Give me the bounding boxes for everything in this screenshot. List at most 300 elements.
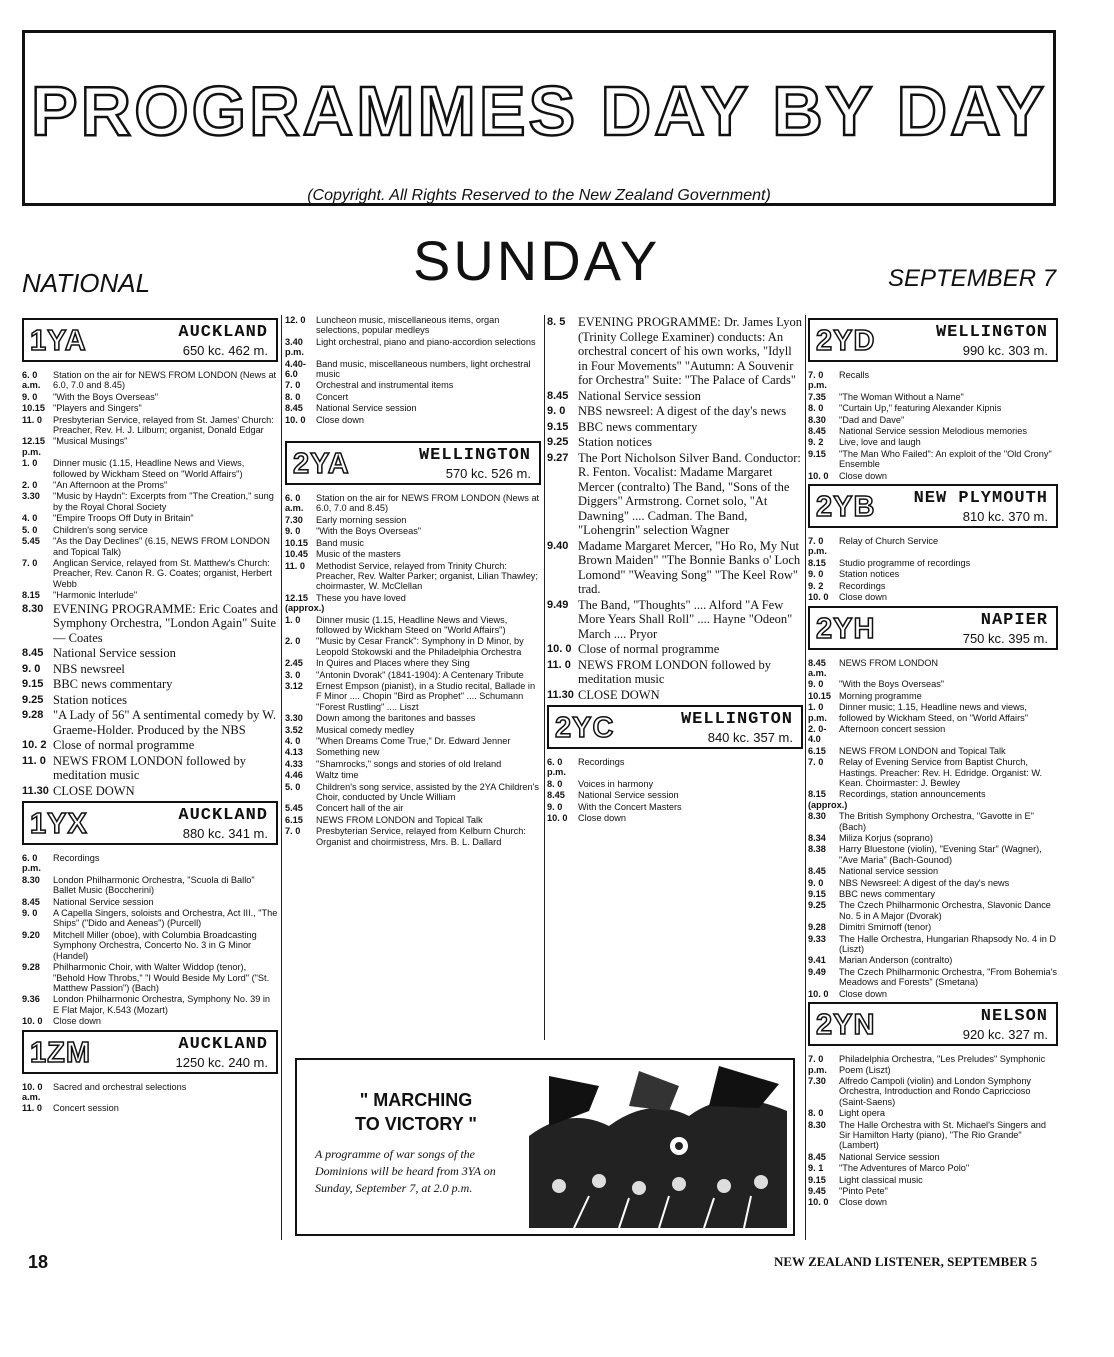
entry-description: Orchestral and instrumental items [316,380,454,391]
programme-entry [22,754,278,783]
entry-time: 8.15 (approx.) [808,789,848,810]
programme-entry [285,747,541,757]
programme-entry [22,853,278,874]
entry-description: "An Afternoon at the Proms" [53,480,168,491]
programme-entry [547,757,803,778]
programme-entry [808,1175,1058,1185]
entry-time: 4.40-6.0 [285,358,306,380]
column-rule [281,315,282,1240]
entry-description: BBC news commentary [839,889,935,900]
entry-description: Dinner music (1.15, Headline News and Views, followed by Wickham Steed on "World Affairs") [53,458,245,479]
programme-entry [547,389,803,404]
programme-entry [285,782,541,803]
entry-description: National Service session [316,403,417,414]
entry-time: 3.52 [285,724,303,735]
station-header-1zm [22,1030,278,1074]
entry-description: "The Man Who Failed": An exploit of the "Old Crony" Ensemble [839,448,1052,470]
schedule-2yb [808,536,1058,602]
column-2 [285,315,541,848]
callsign: 2YA [293,448,350,481]
entry-time: 10.15 [808,690,831,701]
entry-time: 7. 0 p.m. [808,536,827,557]
entry-description: Close down [839,470,888,481]
entry-time: 8. 5 [547,316,566,328]
entry-time: 5.45 [285,803,303,814]
entry-time: 8.45 [285,403,303,414]
entry-time: 9. 0 [808,679,824,690]
entry-time: 11.30 [547,688,574,701]
entry-time: 9.49 [547,598,569,611]
promo-title-line: TO VICTORY " [355,1114,477,1134]
entry-time: 9.25 [22,693,44,706]
entry-description: Children's song service [53,524,148,535]
programme-entry [808,592,1058,602]
entry-description: "A Lady of 56" A sentimental comedy by W. Graeme-Holder. Produced by the NBS [53,708,277,737]
entry-description: Marian Anderson (contralto) [839,955,953,966]
programme-entry [22,1103,278,1113]
station-header-2yh [808,606,1058,650]
callsign: 1ZM [30,1036,91,1069]
programme-entry [808,1054,1058,1075]
entry-description: Madame Margaret Mercer, "Ho Ro, My Nut Brown Maiden" "The Bonnie Banks o' Loch Lomond" "Weaving Song" "The Keel Row" trad. [578,538,801,596]
programme-entry [808,1163,1058,1173]
entry-time: 9.28 [808,922,826,933]
programme-entry [22,994,278,1015]
callsign: 1YX [30,808,88,841]
entry-time: 8.45 [808,426,826,437]
station-frequency: 570 kc. 526 m. [445,466,531,482]
programme-entry [285,670,541,680]
entry-description: Light orchestral, piano and piano-accordion selections [316,336,536,347]
schedule-2yn [808,1054,1058,1208]
station-city: NAPIER [980,610,1048,630]
entry-description: "Harmonic Interlude" [53,590,138,601]
programme-entry [22,370,278,391]
entry-time: 8. 0 [808,403,824,414]
entry-time: 6. 0 a.m. [285,493,304,514]
programme-entry [808,449,1058,470]
station-frequency: 990 kc. 303 m. [962,343,1048,358]
entry-description: EVENING PROGRAMME: Eric Coates and Symphony Orchestra, "London Again" Suite — Coates [53,601,278,645]
entry-description: Dinner music; 1.15, Headline news and views, followed by Wickham Steed, on "World Affairs" [839,702,1028,723]
station-frequency: 650 kc. 462 m. [182,343,268,358]
entry-description: Down among the baritones and basses [316,713,476,724]
entry-description: Studio programme of recordings [839,557,971,568]
entry-time: 10.15 [22,403,45,414]
entry-description: Philharmonic Choir, with Walter Widdop (tenor), "Behold How Throbs," "I Would Beside My Lord" ("St. Matthew Passion") (Bach) [53,962,270,993]
entry-time: 8.45 [547,389,569,402]
programme-entry [285,736,541,746]
entry-description: National service session [839,866,939,877]
entry-time: 9. 0 [808,569,824,580]
entry-description: EVENING PROGRAMME: Dr. James Lyon (Trinity College Examiner) conducts: An orchestral concert of his own works, "Idyll in Four Movements" "Autumn: A Souvenir for Orchestra" Suite: "The Palace of Cards" [578,315,802,387]
station-frequency: 1250 kc. 240 m. [175,1054,268,1070]
station-header-2yd [808,318,1058,362]
entry-description: Alfredo Campoli (violin) and London Symphony Orchestra, Introduction and Rondo Capriccioso (Saint-Saens) [839,1075,1032,1107]
entry-time: 10. 0 [547,813,568,824]
entry-time: 9.15 [808,889,826,900]
entry-time: 11.30 [22,784,49,797]
entry-description: "The Woman Without a Name" [839,391,964,402]
entry-time: 8.45 [808,866,826,877]
entry-description: London Philharmonic Orchestra, "Scuola di Ballo" Ballet Music (Boccherini) [53,874,255,896]
entry-description: NEWS FROM LONDON [839,657,939,668]
programme-entry [547,658,803,687]
column-4 [808,315,1058,1209]
programme-entry [808,1120,1058,1151]
programme-entry [22,930,278,961]
entry-time: 9. 2 [808,437,824,448]
entry-description: Ernest Empson (pianist), in a Studio recital, Ballade in F Minor .... Chopin "Bird as Prophet" .... Schumann "Forest Rustling" .... Liszt [316,680,536,712]
entry-time: 9.36 [22,994,40,1005]
entry-description: Voices in harmony [578,778,654,789]
entry-time: 5. 0 [285,781,301,792]
programme-entry [547,539,803,597]
entry-time: 12.15 (approx.) [285,592,325,614]
entry-time: 7.35 [808,391,826,402]
programme-entry [285,403,541,413]
callsign: 2YN [816,1009,876,1042]
programme-entry [808,878,1058,888]
programme-entry [285,593,541,614]
entry-time: 7. 0 p.m. [808,370,827,391]
column-1 [22,315,278,1115]
station-city: WELLINGTON [418,446,531,466]
entry-description: The Czech Philharmonic Orchestra, "From Bohemia's Meadows and Forests" (Smetana) [839,966,1057,988]
entry-description: Close of normal programme [53,738,195,753]
programme-entry [547,790,803,800]
entry-time: 3.30 [285,713,303,724]
station-frequency: 750 kc. 395 m. [962,630,1048,646]
entry-time: 10. 2 [22,739,47,752]
entry-description: NBS newsreel [53,661,125,676]
programme-entry [22,602,278,646]
programme-entry [808,392,1058,402]
entry-description: Close of normal programme [578,642,720,656]
entry-description: "Curtain Up," featuring Alexander Kipnis [839,403,1002,414]
entry-description: "Antonin Dvorak" (1841-1904): A Centenary Tribute [316,669,524,680]
programme-entry [808,746,1058,756]
entry-description: Station on the air for NEWS FROM LONDON (News at 6.0, 7.0 and 8.45) [53,370,277,391]
entry-description: Presbyterian Service, relayed from Kelburn Church: Organist and choirmistress, Mrs. B. L. Dallard [316,826,526,847]
column-3 [547,315,803,824]
programme-entry [22,784,278,799]
programme-entry [547,598,803,642]
programme-entry [808,955,1058,965]
entry-time: 9.33 [808,933,826,944]
programme-entry [285,658,541,668]
entry-description: "Players and Singers" [53,403,142,414]
schedule-2yd [808,370,1058,481]
programme-entry [22,590,278,600]
programme-entry [808,426,1058,436]
entry-description: Relay of Church Service [839,536,939,547]
programme-entry [22,525,278,535]
entry-time: 8. 0 [808,1108,824,1119]
entry-description: The Halle Orchestra, Hungarian Rhapsody No. 4 in D (Liszt) [839,933,1057,955]
programme-entry [22,392,278,402]
entry-time: 10. 0 [285,414,306,425]
entry-time: 6.15 [285,814,303,825]
schedule-1yx [22,853,278,1027]
programme-entry [285,538,541,548]
programme-entry [285,515,541,525]
programme-entry [808,471,1058,481]
entry-time: 9. 0 [547,405,566,417]
entry-description: Concert [316,391,349,402]
programme-entry [22,513,278,523]
entry-description: National Service session [839,1151,940,1162]
programme-entry [547,420,803,435]
programme-entry [285,815,541,825]
callsign: 2YC [555,712,615,744]
page-number: 18 [28,1252,49,1272]
entry-time: 7. 0 [285,826,301,837]
date-heading: SEPTEMBER 7 [888,265,1057,292]
entry-time: 3. 0 [285,669,301,680]
entry-description: National Service session [53,896,154,907]
station-city: WELLINGTON [680,710,793,729]
programme-entry [285,636,541,657]
entry-time: 8. 0 [547,778,563,789]
column-rule [805,315,806,1240]
station-frequency: 840 kc. 357 m. [707,730,793,745]
callsign: 2YB [816,491,876,524]
station-city: AUCKLAND [178,1034,268,1054]
programme-entry [285,359,541,380]
entry-description: National Service session [578,790,679,801]
programme-entry [22,491,278,512]
entry-time: 8. 0 [285,391,301,402]
programme-entry [22,403,278,413]
entry-description: The Band, "Thoughts" .... Alford "A Few More Years Shall Roll" .... Hayne "Odeon" March .... Pryor [578,597,793,641]
station-header-2yc [547,705,803,749]
entry-description: London Philharmonic Orchestra, Symphony No. 39 in E Flat Major, K.543 (Mozart) [53,994,271,1015]
station-city: NEW PLYMOUTH [913,489,1048,509]
programme-entry [285,493,541,514]
programme-entry [285,770,541,780]
programme-entry [547,802,803,812]
entry-time: 8.38 [808,844,826,855]
entry-description: CLOSE DOWN [53,783,135,798]
entry-description: Luncheon music, miscellaneous items, organ selections, popular medleys [316,315,500,336]
entry-description: Philadelphia Orchestra, "Les Preludes" Symphonic Poem (Liszt) [839,1054,1046,1075]
entry-time: 3.30 [22,491,40,502]
entry-time: 9.15 [808,1174,826,1185]
banner-title: PROGRAMMES DAY BY DAY [30,72,1048,150]
entry-time: 4.13 [285,747,303,758]
programme-entry [285,803,541,813]
entry-time: 11. 0 [285,560,305,571]
schedule-2ya [285,493,541,847]
entry-time: 9.15 [22,678,44,691]
programme-entry [808,833,1058,843]
entry-time: 1. 0 [22,458,38,469]
entry-description: NEWS FROM LONDON and Topical Talk [316,814,483,825]
entry-description: "Music by Cesar Franck": Symphony in D Minor, by Leopold Stokowski and the Philadelphia Orchestra [316,636,524,657]
entry-description: Band music [316,537,365,548]
programme-entry [808,989,1058,999]
station-header-1yx [22,801,278,845]
programme-entry [22,1082,278,1103]
entry-time: 4. 0 [22,513,38,524]
programme-entry [808,558,1058,568]
programme-entry [22,962,278,993]
entry-time: 10. 0 [22,1016,43,1027]
entry-time: 11. 0 [22,754,46,767]
entry-description: "With the Boys Overseas" [316,526,422,537]
entry-time: 9. 0 [808,877,824,888]
programme-entry [285,315,541,336]
entry-description: Dinner music (1.15, Headline News and Views, followed by Wickham Steed on "World Affairs") [316,614,508,635]
schedule-1zm [22,1082,278,1114]
entry-time: 6.15 [808,745,826,756]
programme-entry [808,866,1058,876]
programme-entry [22,738,278,753]
programme-entry [808,1186,1058,1196]
entry-description: "Empire Troops Off Duty in Britain" [53,513,194,524]
entry-description: Recalls [839,370,870,380]
entry-description: Live, love and laugh [839,437,921,448]
entry-time: 9.49 [808,966,826,977]
station-city: NELSON [980,1007,1048,1027]
entry-time: 9.25 [547,436,569,448]
entry-time: 8.45 [22,896,40,907]
programme-entry [285,549,541,559]
entry-time: 8.30 [22,602,44,615]
entry-description: Miliza Korjus (soprano) [839,833,933,843]
programme-entry [808,889,1058,899]
entry-time: 10.15 [285,537,308,548]
entry-description: NEWS FROM LONDON and Topical Talk [839,745,1006,756]
entry-description: Waltz time [316,770,359,781]
entry-time: 10.45 [285,549,308,560]
entry-time: 7. 0 [285,380,301,391]
entry-description: Dimitri Smirnoff (tenor) [839,922,932,933]
entry-description: "Pinto Pete" [839,1185,888,1196]
programme-entry [547,642,803,657]
entry-description: A Capella Singers, soloists and Orchestra, Act III., "The Ships" ("Dido and Aeneas") (Purcell) [53,908,278,929]
entry-time: 11. 0 [22,414,42,425]
entry-description: Close down [316,414,365,425]
entry-description: The Czech Philharmonic Orchestra, Slavonic Dance No. 5 in A Major (Dvorak) [839,900,1051,921]
entry-time: 9.45 [808,1185,826,1196]
entry-time: 9.28 [22,962,40,973]
programme-entry [22,646,278,661]
station-header-2yb [808,484,1058,528]
entry-time: 8.45 [22,647,44,660]
entry-description: Presbyterian Service, relayed from St. James' Church: Preacher, Rev. H. J. Lilburn; organist, Donald Edgar [53,414,274,436]
entry-time: 12.15 p.m. [22,436,45,457]
entry-description: Close down [839,592,888,603]
promo-title [321,1088,511,1136]
entry-time: 9. 0 [22,391,38,402]
programme-entry [808,724,1058,745]
station-header-2yn [808,1002,1058,1046]
programme-entry [285,526,541,536]
entry-description: In Quires and Places where they Sing [316,658,470,669]
entry-time: 10. 0 a.m. [22,1081,43,1102]
entry-time: 7. 0 [22,557,38,568]
entry-description: "With the Boys Overseas" [839,679,945,690]
entry-time: 6. 0 a.m. [22,370,41,391]
entry-time: 9.28 [22,709,44,722]
entry-description: "Musical Musings" [53,436,128,447]
entry-time: 2. 0 [285,636,301,647]
station-frequency: 880 kc. 341 m. [182,826,268,842]
entry-description: Recordings [839,580,886,591]
programme-entry [808,789,1058,810]
entry-time: 1. 0 [285,614,301,625]
programme-entry [22,908,278,929]
entry-description: National Service session [53,646,176,661]
entry-time: 8.45 [808,1151,826,1162]
programme-entry [285,826,541,847]
programme-entry [808,569,1058,579]
entry-time: 5. 0 [22,524,38,535]
entry-time: 1. 0 p.m. [808,702,827,723]
entry-description: BBC news commentary [578,419,698,434]
entry-description: National Service session [578,388,701,403]
programme-entry [547,813,803,823]
programme-entry [285,561,541,592]
programme-entry [808,922,1058,932]
entry-description: Close down [53,1016,102,1027]
marching-to-victory-promo [295,1058,795,1236]
programme-entry [285,380,541,390]
entry-description: With the Concert Masters [578,801,682,812]
programme-entry [22,415,278,436]
entry-time: 8.30 [808,414,826,425]
entry-time: 9. 0 [22,908,38,919]
entry-time: 8.34 [808,833,826,843]
entry-description: Station notices [839,569,900,580]
entry-time: 11. 0 [22,1103,42,1114]
entry-time: 9. 2 [808,580,824,591]
programme-entry [285,415,541,425]
entry-time: 10. 0 [547,643,572,655]
entry-description: NBS newsreel: A digest of the day's news [578,404,787,418]
masthead-banner [22,30,1056,206]
programme-entry [22,536,278,557]
entry-description: Afternoon concert session [839,723,946,734]
programme-entry [808,900,1058,921]
entry-time: 9.20 [22,929,40,940]
entry-description: Recordings [53,853,100,864]
entry-description: "Shamrocks," songs and stories of old Ireland [316,758,502,769]
programme-entry [22,480,278,490]
programme-entry [808,437,1058,447]
entry-time: 6. 0 p.m. [547,757,566,778]
entry-time: 9.27 [547,451,569,464]
entry-time: 9.15 [547,420,569,433]
entry-time: 7.30 [285,514,303,525]
entry-time: 8.15 [808,557,826,568]
entry-time: 9.41 [808,955,826,966]
entry-time: 9.40 [547,539,569,552]
programme-entry [22,875,278,896]
promo-text: A programme of war songs of the Dominions will be heard from 3YA on Sunday, September 7, at 2.0 p.m. [315,1147,496,1195]
entry-time: 5.45 [22,536,40,547]
programme-entry [547,435,803,450]
entry-time: 9.15 [808,448,826,459]
entry-time: 4. 0 [285,736,301,746]
callsign: 2YD [816,325,876,357]
entry-description: These you have loved [316,592,406,603]
programme-entry [808,370,1058,391]
entry-time: 10. 0 [808,592,829,603]
station-frequency: 810 kc. 370 m. [962,509,1048,525]
